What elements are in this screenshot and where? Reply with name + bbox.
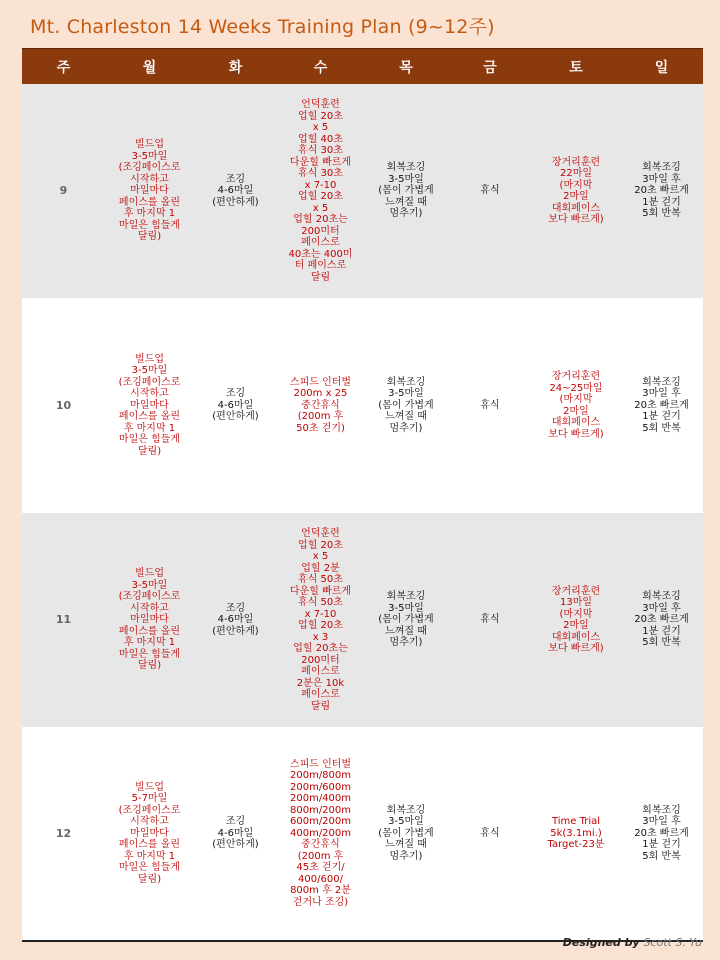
- cell-line: 보다 빠르게): [548, 428, 604, 440]
- cell-line: x 3: [312, 631, 329, 643]
- cell-line: 달림): [137, 873, 162, 885]
- week-number: 10: [22, 298, 105, 513]
- cell-line: 마일은 힘들게: [118, 219, 181, 231]
- cell-line: 20초 빠르게: [634, 185, 689, 197]
- cell-line: (마지막: [559, 179, 593, 191]
- table-body: [22, 84, 703, 940]
- week-number: 11: [22, 513, 105, 727]
- cell-wed: [277, 84, 364, 298]
- cell-line: 시작하고: [130, 388, 169, 400]
- cell-line: 22마일: [559, 168, 593, 179]
- cell-line: 회복조깅: [642, 162, 681, 174]
- cell-line: 언덕훈련: [301, 528, 340, 539]
- cell-line: 중간휴식: [301, 399, 340, 411]
- cell-line: 휴식: [480, 185, 500, 197]
- cell-line: 회복조깅: [642, 591, 681, 603]
- cell-line: 3마일 후: [642, 173, 681, 185]
- cell-line: 800m/200m: [289, 804, 352, 816]
- cell-line: 페이스로: [301, 666, 340, 677]
- cell-line: 업힐 20초: [298, 110, 343, 122]
- cell-line: 빌드업: [135, 353, 164, 365]
- cell-line: 후 마지막 1: [123, 208, 176, 220]
- cell-line: 2분은 10k: [296, 677, 345, 689]
- cell-line: 20초 빠르게: [634, 827, 689, 839]
- cell-line: 조깅: [225, 173, 246, 185]
- cell-line: 20초 빠르게: [634, 614, 689, 626]
- cell-line: 3-5마일: [388, 816, 424, 828]
- cell-line: 휴식 50초: [298, 574, 343, 585]
- cell-sun: [620, 513, 703, 727]
- cell-line: 1분 걷기: [642, 839, 681, 851]
- cell-line: (편안하게): [212, 411, 259, 423]
- cell-line: 느껴질 때: [385, 411, 427, 423]
- cell-thu: [364, 298, 448, 513]
- cell-line: 4-6마일: [217, 614, 254, 626]
- cell-line: 멈추기): [389, 850, 423, 862]
- cell-line: 3마일 후: [642, 816, 681, 828]
- cell-sat: [532, 84, 620, 298]
- cell-sun: [620, 727, 703, 940]
- cell-line: 달림): [137, 445, 162, 457]
- cell-line: 멈추기): [389, 637, 423, 649]
- cell-line: 달림: [310, 271, 331, 283]
- cell-line: 업힐 20초: [298, 539, 343, 551]
- header-fri: 금: [448, 49, 532, 85]
- cell-line: 4-6마일: [217, 399, 254, 411]
- cell-fri: [448, 298, 532, 513]
- cell-line: 걷거나 조깅): [292, 896, 349, 908]
- cell-line: 13마일: [559, 597, 593, 608]
- cell-line: 5회 반복: [642, 422, 681, 434]
- cell-line: 업힐 40초: [298, 133, 343, 145]
- cell-line: 5-7마일: [131, 793, 168, 805]
- credit-author: Scott S. Yu: [643, 936, 702, 949]
- cell-line: 느껴질 때: [385, 196, 427, 208]
- cell-line: 휴식: [480, 399, 500, 411]
- cell-line: (마지막: [559, 394, 593, 405]
- cell-line: 달림): [137, 660, 162, 672]
- header-week: 주: [22, 49, 105, 85]
- cell-line: x 5: [312, 202, 329, 214]
- cell-line: 20초 빠르게: [634, 399, 689, 411]
- cell-line: 2마일: [563, 191, 589, 202]
- cell-line: (마지막: [559, 608, 593, 620]
- cell-line: 언덕훈련: [301, 99, 340, 110]
- cell-line: 다운힐 빠르게: [289, 156, 352, 168]
- cell-line: 시작하고: [130, 816, 169, 828]
- cell-fri: [448, 727, 532, 940]
- cell-line: 업힐 20초는: [293, 643, 348, 654]
- cell-line: 시작하고: [130, 602, 169, 614]
- training-table-sheet: [22, 48, 703, 942]
- cell-line: 느껴질 때: [385, 839, 427, 851]
- cell-line: 45초 걷기/: [296, 862, 345, 874]
- cell-line: Target-23분: [547, 839, 605, 851]
- cell-line: 장거리훈련: [551, 371, 601, 382]
- cell-line: 200m/600m: [289, 781, 352, 793]
- cell-line: 마일은 힘들게: [118, 862, 181, 874]
- cell-line: 멈추기): [389, 422, 423, 434]
- cell-line: 업힐 20초: [298, 620, 343, 631]
- cell-tue: [194, 727, 277, 940]
- cell-mon: [105, 298, 194, 513]
- cell-line: 보다 빠르게): [548, 643, 604, 654]
- cell-line: 회복조깅: [386, 591, 426, 603]
- cell-line: 후 마지막 1: [123, 422, 176, 434]
- cell-line: x 5: [312, 551, 329, 562]
- cell-line: 3-5마일: [131, 365, 168, 377]
- cell-fri: [448, 513, 532, 727]
- cell-tue: [194, 513, 277, 727]
- header-tue: 화: [194, 49, 277, 85]
- cell-wed: [277, 727, 364, 940]
- cell-line: 대회페이스: [551, 631, 601, 643]
- cell-line: 페이스로: [301, 689, 340, 700]
- cell-line: 터 페이스로: [294, 260, 347, 271]
- cell-line: (몸이 가볍게: [378, 827, 434, 839]
- cell-line: x 7-10: [304, 179, 337, 191]
- cell-line: (편안하게): [212, 839, 259, 851]
- cell-line: 5회 반복: [642, 208, 681, 220]
- cell-line: 1분 걷기: [642, 411, 681, 423]
- cell-thu: [364, 513, 448, 727]
- cell-line: 빌드업: [135, 568, 164, 580]
- cell-mon: [105, 727, 194, 940]
- cell-line: 마일마다: [130, 614, 169, 626]
- cell-line: 600m/200m: [289, 816, 352, 828]
- cell-line: 페이스를 올린: [118, 625, 181, 637]
- cell-line: 3-5마일: [388, 173, 424, 185]
- cell-sun: [620, 298, 703, 513]
- cell-line: 휴식: [480, 827, 500, 839]
- cell-line: 5회 반복: [642, 637, 681, 649]
- cell-line: 조깅: [225, 602, 246, 614]
- cell-line: 휴식 50초: [298, 597, 343, 608]
- cell-wed: [277, 298, 364, 513]
- cell-line: 200m/800m: [289, 770, 352, 782]
- cell-sat: [532, 298, 620, 513]
- cell-line: 대회페이스: [551, 202, 601, 214]
- cell-line: 회복조깅: [386, 804, 426, 816]
- cell-line: (몸이 가볍게: [378, 399, 434, 411]
- cell-line: (편안하게): [212, 625, 259, 637]
- cell-line: 휴식 30초: [298, 168, 343, 179]
- cell-line: 마일마다: [130, 827, 169, 839]
- week-number: 9: [22, 84, 105, 298]
- cell-line: 스피드 인터벌: [289, 758, 352, 770]
- cell-line: 회복조깅: [642, 804, 681, 816]
- cell-line: 1분 걷기: [642, 196, 681, 208]
- cell-line: 페이스를 올린: [118, 839, 181, 851]
- header-sun: 일: [620, 49, 703, 85]
- cell-line: 400/600/: [298, 873, 343, 885]
- cell-line: 회복조깅: [642, 376, 681, 388]
- cell-line: 3-5마일: [131, 150, 168, 162]
- cell-line: (조깅페이스로: [118, 162, 181, 174]
- cell-line: 24~25마일: [549, 382, 603, 394]
- cell-line: 5회 반복: [642, 850, 681, 862]
- cell-line: 5k(3.1mi.): [550, 827, 602, 839]
- cell-line: 200m/400m: [289, 793, 352, 805]
- cell-line: 200미터: [301, 654, 340, 666]
- cell-line: (몸이 가볍게: [378, 185, 434, 197]
- cell-line: (200m 후: [297, 411, 344, 423]
- cell-tue: [194, 84, 277, 298]
- header-row: [22, 49, 703, 85]
- cell-line: 800m 후 2분: [290, 885, 351, 897]
- cell-line: 2마일: [563, 620, 589, 631]
- cell-fri: [448, 84, 532, 298]
- table-row: [22, 298, 703, 513]
- cell-line: 40초는 400미: [288, 248, 353, 260]
- table-row: [22, 727, 703, 940]
- cell-line: 4-6마일: [217, 827, 254, 839]
- cell-line: (편안하게): [212, 196, 259, 208]
- cell-line: 보다 빠르게): [548, 214, 604, 225]
- header-sat: 토: [532, 49, 620, 85]
- cell-sat: [532, 727, 620, 940]
- cell-sun: [620, 84, 703, 298]
- cell-tue: [194, 298, 277, 513]
- cell-mon: [105, 84, 194, 298]
- cell-line: 후 마지막 1: [123, 637, 176, 649]
- cell-line: 마일은 힘들게: [118, 648, 181, 660]
- cell-line: 업힐 20초는: [293, 214, 348, 225]
- cell-line: 마일은 힘들게: [118, 434, 181, 446]
- cell-line: Time Trial: [551, 816, 601, 828]
- cell-line: x 5: [312, 122, 329, 133]
- cell-line: 장거리훈련: [551, 156, 601, 168]
- cell-line: 3마일 후: [642, 388, 681, 400]
- cell-thu: [364, 84, 448, 298]
- week-number: 12: [22, 727, 105, 940]
- cell-line: x 7-10: [304, 608, 337, 620]
- designer-credit: [563, 936, 702, 949]
- cell-line: (몸이 가볍게: [378, 614, 434, 626]
- header-thu: 목: [364, 49, 448, 85]
- cell-line: 페이스를 올린: [118, 411, 181, 423]
- cell-line: 시작하고: [130, 173, 169, 185]
- page-title: Mt. Charleston 14 Weeks Training Plan (9~12주): [30, 16, 495, 38]
- cell-line: 3-5마일: [131, 579, 168, 591]
- cell-line: 멈추기): [389, 208, 423, 220]
- cell-thu: [364, 727, 448, 940]
- cell-line: 3-5마일: [388, 602, 424, 614]
- cell-line: 느껴질 때: [385, 625, 427, 637]
- header-wed: 수: [277, 49, 364, 85]
- cell-line: 200m x 25: [293, 388, 348, 400]
- cell-line: 조깅: [225, 816, 246, 828]
- cell-line: 스피드 인터벌: [289, 376, 352, 388]
- cell-line: 업힐 2분: [301, 562, 340, 574]
- cell-line: 빌드업: [135, 139, 164, 151]
- cell-line: 4-6마일: [217, 185, 254, 197]
- cell-line: 후 마지막 1: [123, 850, 176, 862]
- cell-mon: [105, 513, 194, 727]
- cell-line: 50초 걷기): [296, 422, 345, 434]
- cell-line: 페이스로: [301, 237, 340, 248]
- cell-line: 페이스를 올린: [118, 196, 181, 208]
- cell-line: (200m 후: [297, 850, 344, 862]
- cell-line: (조깅페이스로: [118, 376, 181, 388]
- cell-line: 달림): [137, 231, 162, 243]
- credit-prefix: Designed by: [562, 936, 644, 949]
- cell-line: 중간휴식: [301, 839, 340, 851]
- header-mon: 월: [105, 49, 194, 85]
- cell-line: 장거리훈련: [551, 585, 601, 597]
- cell-line: 400m/200m: [289, 827, 352, 839]
- cell-line: 3-5마일: [388, 388, 424, 400]
- cell-line: 대회페이스: [551, 417, 601, 428]
- cell-line: 200미터: [301, 225, 340, 237]
- cell-line: 업힐 20초: [298, 191, 343, 202]
- cell-line: 3마일 후: [642, 602, 681, 614]
- cell-line: (조깅페이스로: [118, 591, 181, 603]
- cell-line: 빌드업: [135, 781, 164, 793]
- training-plan-table: [22, 48, 703, 940]
- cell-wed: [277, 513, 364, 727]
- cell-line: 회복조깅: [386, 376, 426, 388]
- table-row: [22, 84, 703, 298]
- cell-line: (조깅페이스로: [118, 804, 181, 816]
- cell-line: 휴식 30초: [298, 145, 343, 156]
- cell-line: 다운힐 빠르게: [289, 585, 352, 597]
- cell-line: 2마일: [563, 405, 589, 417]
- cell-line: 휴식: [480, 614, 500, 626]
- cell-line: 조깅: [225, 388, 246, 400]
- cell-line: 달림: [310, 700, 331, 712]
- table-row: [22, 513, 703, 727]
- cell-sat: [532, 513, 620, 727]
- cell-line: 마일마다: [130, 399, 169, 411]
- cell-line: 마일마다: [130, 185, 169, 197]
- cell-line: 1분 걷기: [642, 625, 681, 637]
- cell-line: 회복조깅: [386, 162, 426, 174]
